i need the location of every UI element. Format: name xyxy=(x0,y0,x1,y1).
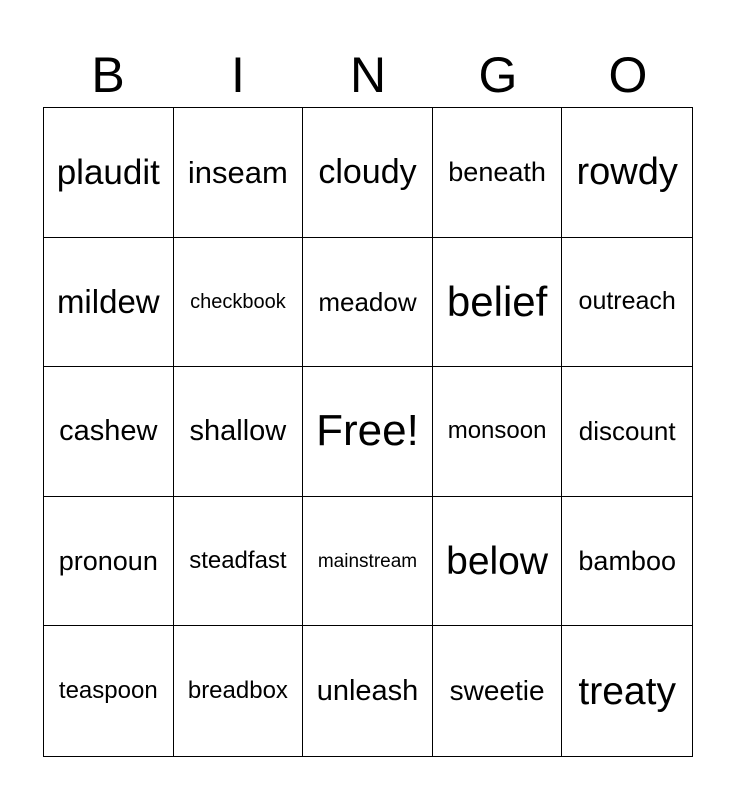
bingo-cell[interactable]: monsoon xyxy=(433,367,563,497)
bingo-cell[interactable]: shallow xyxy=(174,367,304,497)
bingo-cell[interactable]: beneath xyxy=(433,108,563,238)
header-letter-b: B xyxy=(91,47,125,103)
bingo-cell[interactable]: bamboo xyxy=(562,497,692,627)
bingo-cell[interactable]: steadfast xyxy=(174,497,304,627)
bingo-cell[interactable]: cloudy xyxy=(303,108,433,238)
header-letter-n: N xyxy=(349,47,387,103)
bingo-cell[interactable]: sweetie xyxy=(433,626,563,756)
bingo-cell[interactable]: below xyxy=(433,497,563,627)
header-letter-o: O xyxy=(608,47,648,103)
bingo-cell[interactable]: pronoun xyxy=(44,497,174,627)
bingo-cell[interactable]: inseam xyxy=(174,108,304,238)
bingo-cell[interactable]: mildew xyxy=(44,238,174,368)
bingo-cell[interactable]: rowdy xyxy=(562,108,692,238)
bingo-cell[interactable]: cashew xyxy=(44,367,174,497)
bingo-cell[interactable]: meadow xyxy=(303,238,433,368)
header-letter-i: I xyxy=(231,47,245,103)
bingo-cell[interactable]: teaspoon xyxy=(44,626,174,756)
header-letter-g: G xyxy=(478,47,518,103)
bingo-cell[interactable]: belief xyxy=(433,238,563,368)
bingo-cell[interactable]: mainstream xyxy=(303,497,433,627)
bingo-cell[interactable]: breadbox xyxy=(174,626,304,756)
bingo-cell[interactable]: discount xyxy=(562,367,692,497)
bingo-cell[interactable]: checkbook xyxy=(174,238,304,368)
bingo-cell[interactable]: treaty xyxy=(578,669,676,713)
bingo-cell[interactable]: plaudit xyxy=(44,108,174,238)
bingo-cell[interactable]: unleash xyxy=(303,626,433,756)
bingo-cell[interactable]: outreach xyxy=(562,238,692,368)
bingo-header xyxy=(43,44,693,106)
bingo-cell free-space[interactable]: Free! xyxy=(303,367,433,497)
bingo-board xyxy=(43,107,693,757)
